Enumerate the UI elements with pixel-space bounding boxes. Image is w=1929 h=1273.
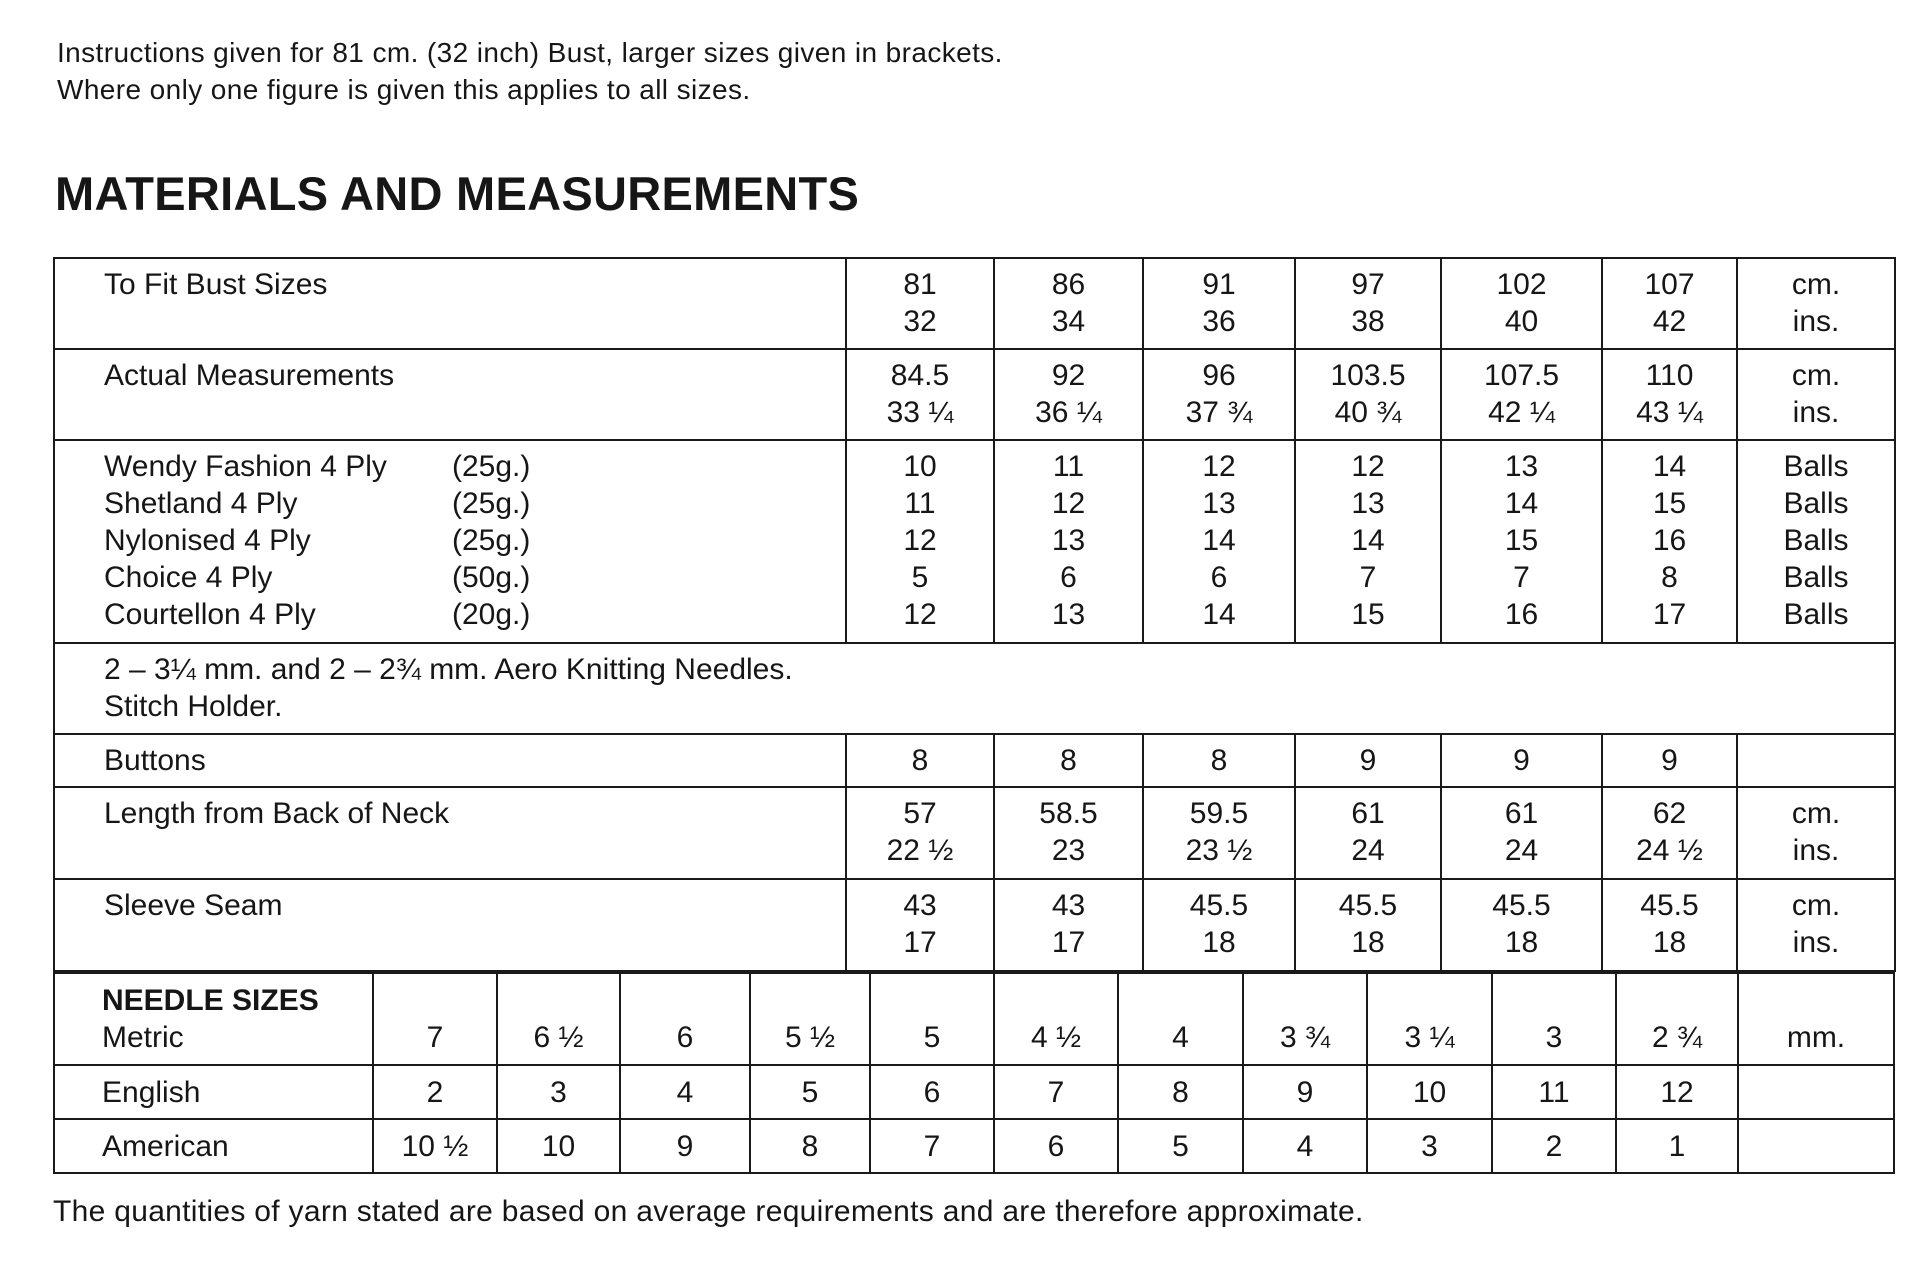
sleeve-seam-row-cm-value: 45.5 bbox=[1189, 889, 1249, 922]
yarn-row bbox=[54, 440, 1895, 643]
sleeve-seam-row-ins-value: 17 bbox=[903, 926, 937, 959]
needle-size-value: 3 ¾ bbox=[1243, 973, 1367, 1065]
yarn-balls-value: 12 bbox=[903, 524, 937, 557]
yarn-names-cell bbox=[54, 440, 846, 643]
needle-size-value: 9 bbox=[1243, 1065, 1367, 1119]
bust-size-row-size-cell bbox=[1143, 258, 1295, 349]
needle-size-value: 2 bbox=[1492, 1119, 1616, 1173]
bust-size-row-label: To Fit Bust Sizes bbox=[54, 258, 846, 349]
yarn-balls-value: 13 bbox=[1202, 487, 1236, 520]
needle-row-american bbox=[54, 1119, 1894, 1173]
actual-measurements-row-label: Actual Measurements bbox=[54, 349, 846, 440]
needle-sizes-heading: NEEDLE SIZES bbox=[102, 984, 319, 1017]
yarn-balls-value: 13 bbox=[1504, 450, 1539, 483]
needle-size-value: 10 bbox=[1367, 1065, 1492, 1119]
sleeve-seam-row bbox=[54, 879, 1895, 971]
length-row-ins-value: 24 ½ bbox=[1636, 834, 1703, 867]
needle-size-value: 7 bbox=[373, 973, 497, 1065]
yarn-unit-cell bbox=[1737, 440, 1895, 643]
yarn-balls-value: 15 bbox=[1652, 487, 1687, 520]
needle-row-label bbox=[54, 1119, 373, 1173]
yarn-weight: (25g.) bbox=[452, 524, 531, 557]
bust-size-row-ins-value: 40 bbox=[1504, 305, 1539, 338]
yarn-weight: (20g.) bbox=[452, 598, 531, 631]
actual-measurements-row-cm-value: 96 bbox=[1202, 359, 1236, 392]
length-row-size-cell bbox=[1602, 787, 1737, 879]
sleeve-seam-row-size-cell bbox=[1143, 879, 1295, 971]
actual-measurements-row-unit-cell bbox=[1737, 349, 1895, 440]
sleeve-seam-row-ins-value: 18 bbox=[1504, 926, 1539, 959]
yarn-item bbox=[104, 485, 845, 522]
length-row bbox=[54, 787, 1895, 879]
actual-measurements-row-ins-value: 37 ¾ bbox=[1185, 396, 1253, 429]
needle-row-label bbox=[54, 973, 373, 1065]
intro-text bbox=[57, 34, 1003, 108]
length-row-cm-value: 61 bbox=[1504, 797, 1539, 830]
bust-size-row-cm-value: 86 bbox=[1051, 268, 1086, 301]
bust-size-row-ins-value: 34 bbox=[1051, 305, 1086, 338]
actual-measurements-row-size-cell bbox=[846, 349, 994, 440]
yarn-name: Choice 4 Ply bbox=[104, 561, 273, 594]
yarn-name: Wendy Fashion 4 Ply bbox=[104, 450, 387, 483]
actual-measurements-row-ins-value: 36 ¼ bbox=[1035, 396, 1102, 429]
needle-size-value: 7 bbox=[994, 1065, 1118, 1119]
needle-size-value: 3 ¼ bbox=[1367, 973, 1492, 1065]
needle-size-value: 3 bbox=[497, 1065, 620, 1119]
buttons-row bbox=[54, 734, 1895, 787]
needle-size-value: 7 bbox=[870, 1119, 994, 1173]
yarn-balls-value: 7 bbox=[1513, 561, 1530, 594]
needle-size-value: 5 bbox=[750, 1065, 870, 1119]
needle-size-value: 4 bbox=[620, 1065, 750, 1119]
needle-size-value: 10 ½ bbox=[373, 1119, 497, 1173]
length-row-size-cell bbox=[1441, 787, 1602, 879]
length-row-cm-value: 58.5 bbox=[1039, 797, 1098, 830]
yarn-name: Nylonised 4 Ply bbox=[104, 524, 311, 557]
yarn-balls-value: 12 bbox=[1051, 487, 1086, 520]
actual-measurements-row-size-cell bbox=[994, 349, 1143, 440]
yarn-balls-value: 8 bbox=[1661, 561, 1678, 594]
sleeve-seam-row-size-cell bbox=[1441, 879, 1602, 971]
sleeve-seam-row-label: Sleeve Seam bbox=[54, 879, 846, 971]
sleeve-seam-row-cm-value: 43 bbox=[1051, 889, 1086, 922]
yarn-balls-cell bbox=[1143, 440, 1295, 643]
needle-size-value: 3 bbox=[1492, 973, 1616, 1065]
length-row-ins-value: 24 bbox=[1351, 834, 1385, 867]
bust-size-row-size-cell bbox=[1441, 258, 1602, 349]
needle-size-value: 1 bbox=[1616, 1119, 1738, 1173]
bust-size-row-size-cell bbox=[846, 258, 994, 349]
actual-measurements-row-size-cell bbox=[1441, 349, 1602, 440]
yarn-balls-value: 16 bbox=[1504, 598, 1539, 631]
yarn-balls-value: 12 bbox=[1202, 450, 1236, 483]
buttons-value: 9 bbox=[1602, 734, 1737, 787]
yarn-unit: Balls bbox=[1783, 598, 1849, 631]
actual-measurements-row-cm-value: 84.5 bbox=[890, 359, 950, 392]
actual-measurements-row-unit-ins: ins. bbox=[1792, 396, 1840, 429]
sleeve-seam-row-cm-value: 45.5 bbox=[1338, 889, 1398, 922]
buttons-value: 9 bbox=[1441, 734, 1602, 787]
actual-measurements-row bbox=[54, 349, 1895, 440]
length-row-cm-value: 61 bbox=[1351, 797, 1385, 830]
length-row-unit-cell bbox=[1737, 787, 1895, 879]
needle-size-value: 8 bbox=[1118, 1065, 1243, 1119]
buttons-value: 9 bbox=[1295, 734, 1441, 787]
materials-table bbox=[53, 257, 1896, 972]
buttons-value: 8 bbox=[846, 734, 994, 787]
yarn-balls-cell bbox=[846, 440, 994, 643]
actual-measurements-row-cm-value: 103.5 bbox=[1330, 359, 1406, 392]
yarn-balls-value: 11 bbox=[1052, 450, 1085, 483]
yarn-item bbox=[104, 522, 845, 559]
sleeve-seam-row-size-cell bbox=[1295, 879, 1441, 971]
yarn-name: Shetland 4 Ply bbox=[104, 487, 298, 520]
needle-row-english bbox=[54, 1065, 1894, 1119]
needle-system-label: English bbox=[102, 1075, 201, 1109]
needle-size-value: 3 bbox=[1367, 1119, 1492, 1173]
length-row-cm-value: 57 bbox=[903, 797, 937, 830]
sleeve-seam-row-unit-cm: cm. bbox=[1791, 889, 1841, 922]
yarn-balls-value: 14 bbox=[1652, 450, 1687, 483]
bust-size-row-unit-cm: cm. bbox=[1791, 268, 1841, 301]
bust-size-row-size-cell bbox=[1602, 258, 1737, 349]
actual-measurements-row-size-cell bbox=[1602, 349, 1737, 440]
needle-system-label: American bbox=[102, 1129, 229, 1163]
yarn-balls-value: 15 bbox=[1504, 524, 1539, 557]
sleeve-seam-row-cm-value: 45.5 bbox=[1640, 889, 1699, 922]
yarn-weight: (50g.) bbox=[452, 561, 531, 594]
length-row-unit-cm: cm. bbox=[1791, 797, 1841, 830]
yarn-item bbox=[104, 448, 845, 485]
yarn-balls-value: 12 bbox=[1351, 450, 1385, 483]
length-row-unit-ins: ins. bbox=[1792, 834, 1840, 867]
bust-size-row-ins-value: 36 bbox=[1202, 305, 1236, 338]
needle-size-value: 5 bbox=[1118, 1119, 1243, 1173]
needle-size-value: 6 bbox=[870, 1065, 994, 1119]
bust-size-row-size-cell bbox=[994, 258, 1143, 349]
actual-measurements-row-ins-value: 43 ¼ bbox=[1636, 396, 1703, 429]
actual-measurements-row-cm-value: 110 bbox=[1645, 359, 1694, 392]
needle-size-value: 9 bbox=[620, 1119, 750, 1173]
needle-size-value: 11 bbox=[1492, 1065, 1616, 1119]
sleeve-seam-row-cm-value: 43 bbox=[903, 889, 937, 922]
actual-measurements-row-ins-value: 42 ¼ bbox=[1488, 396, 1555, 429]
actual-measurements-row-size-cell bbox=[1295, 349, 1441, 440]
length-row-size-cell bbox=[1143, 787, 1295, 879]
sleeve-seam-row-ins-value: 18 bbox=[1351, 926, 1385, 959]
sleeve-seam-row-size-cell bbox=[1602, 879, 1737, 971]
yarn-balls-cell bbox=[1295, 440, 1441, 643]
yarn-balls-value: 13 bbox=[1051, 598, 1086, 631]
knitting-needles-text: 2 – 3¼ mm. and 2 – 2¾ mm. Aero Knitting Needles. bbox=[104, 653, 793, 686]
yarn-balls-value: 14 bbox=[1351, 524, 1385, 557]
yarn-balls-value: 16 bbox=[1652, 524, 1687, 557]
stitch-holder-text: Stitch Holder. bbox=[104, 690, 283, 723]
intro-line-2: Where only one figure is given this applies to all sizes. bbox=[57, 74, 751, 105]
yarn-unit: Balls bbox=[1783, 561, 1849, 594]
yarn-balls-cell bbox=[1441, 440, 1602, 643]
sleeve-seam-row-ins-value: 17 bbox=[1051, 926, 1086, 959]
actual-measurements-row-ins-value: 33 ¼ bbox=[886, 396, 954, 429]
needle-size-value: 12 bbox=[1616, 1065, 1738, 1119]
yarn-balls-value: 12 bbox=[903, 598, 937, 631]
yarn-name: Courtellon 4 Ply bbox=[104, 598, 316, 631]
needle-size-value: 10 bbox=[497, 1119, 620, 1173]
length-row-ins-value: 24 bbox=[1504, 834, 1539, 867]
yarn-balls-value: 15 bbox=[1351, 598, 1385, 631]
sleeve-seam-row-ins-value: 18 bbox=[1652, 926, 1687, 959]
needle-unit bbox=[1738, 1065, 1894, 1119]
needle-row-label bbox=[54, 1065, 373, 1119]
needle-size-value: 6 ½ bbox=[497, 973, 620, 1065]
needle-sizes-table bbox=[53, 972, 1895, 1174]
yarn-balls-value: 6 bbox=[1060, 561, 1077, 594]
bust-size-row-unit-ins: ins. bbox=[1792, 305, 1840, 338]
needle-size-value: 6 bbox=[620, 973, 750, 1065]
yarn-unit: Balls bbox=[1783, 524, 1849, 557]
needle-size-value: 6 bbox=[994, 1119, 1118, 1173]
needle-size-value: 4 bbox=[1243, 1119, 1367, 1173]
length-row-ins-value: 23 bbox=[1051, 834, 1086, 867]
length-row-ins-value: 23 ½ bbox=[1185, 834, 1253, 867]
yarn-balls-value: 17 bbox=[1652, 598, 1687, 631]
length-row-ins-value: 22 ½ bbox=[886, 834, 954, 867]
yarn-balls-value: 6 bbox=[1210, 561, 1228, 594]
yarn-weight: (25g.) bbox=[452, 450, 531, 483]
bust-size-row-ins-value: 42 bbox=[1652, 305, 1687, 338]
buttons-value: 8 bbox=[994, 734, 1143, 787]
sleeve-seam-row-ins-value: 18 bbox=[1202, 926, 1236, 959]
needle-size-value: 2 ¾ bbox=[1616, 973, 1738, 1065]
actual-measurements-row-size-cell bbox=[1143, 349, 1295, 440]
yarn-balls-value: 11 bbox=[904, 487, 936, 520]
length-row-size-cell bbox=[1295, 787, 1441, 879]
needle-size-value: 4 ½ bbox=[994, 973, 1118, 1065]
knitting-needles-cell bbox=[54, 643, 1895, 734]
actual-measurements-row-unit-cm: cm. bbox=[1791, 359, 1841, 392]
sleeve-seam-row-cm-value: 45.5 bbox=[1492, 889, 1551, 922]
needle-row-metric bbox=[54, 973, 1894, 1065]
intro-line-1: Instructions given for 81 cm. (32 inch) Bust, larger sizes given in brackets. bbox=[57, 37, 1003, 68]
yarn-balls-value: 14 bbox=[1202, 524, 1236, 557]
buttons-label: Buttons bbox=[54, 734, 846, 787]
length-row-label: Length from Back of Neck bbox=[54, 787, 846, 879]
yarn-balls-cell bbox=[994, 440, 1143, 643]
bust-size-row-unit-cell bbox=[1737, 258, 1895, 349]
yarn-balls-cell bbox=[1602, 440, 1737, 643]
length-row-cm-value: 59.5 bbox=[1189, 797, 1249, 830]
yarn-unit: Balls bbox=[1783, 487, 1849, 520]
yarn-balls-value: 10 bbox=[903, 450, 937, 483]
buttons-unit bbox=[1737, 734, 1895, 787]
length-row-cm-value: 62 bbox=[1652, 797, 1687, 830]
bust-size-row-ins-value: 32 bbox=[903, 305, 937, 338]
needle-system-label: Metric bbox=[102, 1021, 184, 1054]
bust-size-row-size-cell bbox=[1295, 258, 1441, 349]
actual-measurements-row-cm-value: 92 bbox=[1051, 359, 1086, 392]
bust-size-row bbox=[54, 258, 1895, 349]
needle-size-value: 5 ½ bbox=[750, 973, 870, 1065]
actual-measurements-row-ins-value: 40 ¾ bbox=[1334, 396, 1402, 429]
needle-size-value: 5 bbox=[870, 973, 994, 1065]
yarn-balls-value: 5 bbox=[911, 561, 929, 594]
knitting-needles-row bbox=[54, 643, 1895, 734]
sleeve-seam-row-size-cell bbox=[846, 879, 994, 971]
yarn-balls-value: 14 bbox=[1504, 487, 1539, 520]
needle-size-value: 2 bbox=[373, 1065, 497, 1119]
bust-size-row-cm-value: 91 bbox=[1202, 268, 1236, 301]
sleeve-seam-row-unit-ins: ins. bbox=[1792, 926, 1840, 959]
needle-size-value: 4 bbox=[1118, 973, 1243, 1065]
length-row-size-cell bbox=[994, 787, 1143, 879]
yarn-unit: Balls bbox=[1783, 450, 1849, 483]
bust-size-row-cm-value: 81 bbox=[903, 268, 937, 301]
yarn-balls-value: 13 bbox=[1051, 524, 1086, 557]
bust-size-row-cm-value: 107 bbox=[1644, 268, 1695, 301]
yarn-item bbox=[104, 559, 845, 596]
length-row-size-cell bbox=[846, 787, 994, 879]
bust-size-row-cm-value: 102 bbox=[1496, 268, 1547, 301]
sleeve-seam-row-size-cell bbox=[994, 879, 1143, 971]
bust-size-row-ins-value: 38 bbox=[1351, 305, 1385, 338]
yarn-balls-value: 14 bbox=[1202, 598, 1236, 631]
page-title: MATERIALS AND MEASUREMENTS bbox=[55, 167, 860, 220]
footer-note: The quantities of yarn stated are based on average requirements and are therefore approximate. bbox=[53, 1195, 1364, 1228]
buttons-value: 8 bbox=[1143, 734, 1295, 787]
needle-size-value: 8 bbox=[750, 1119, 870, 1173]
yarn-balls-value: 13 bbox=[1351, 487, 1385, 520]
bust-size-row-cm-value: 97 bbox=[1351, 268, 1385, 301]
needle-unit bbox=[1738, 1119, 1894, 1173]
yarn-weight: (25g.) bbox=[452, 487, 531, 520]
yarn-item bbox=[104, 596, 845, 633]
sleeve-seam-row-unit-cell bbox=[1737, 879, 1895, 971]
needle-unit: mm. bbox=[1738, 973, 1894, 1065]
yarn-balls-value: 7 bbox=[1359, 561, 1377, 594]
actual-measurements-row-cm-value: 107.5 bbox=[1483, 359, 1560, 392]
